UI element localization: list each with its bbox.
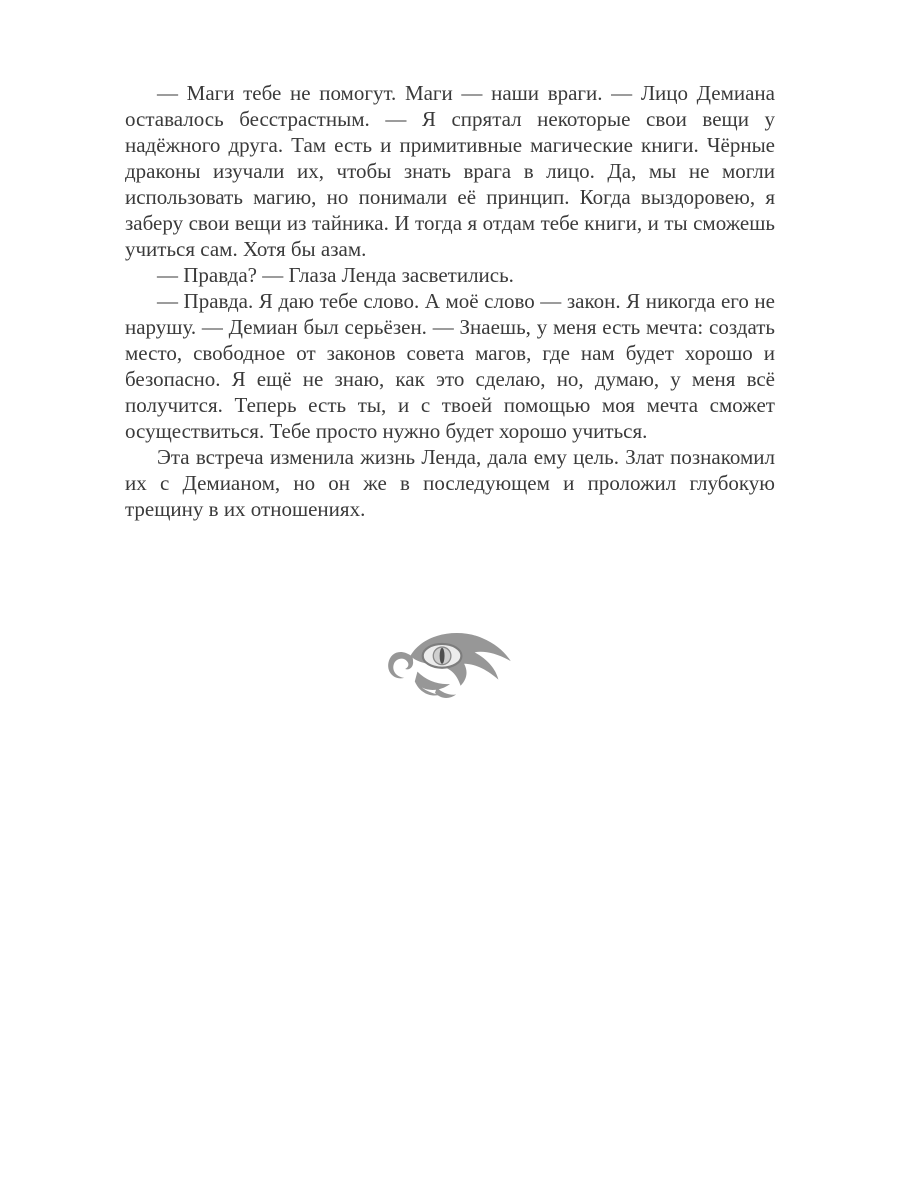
- text-block: [125, 80, 775, 522]
- eye-slit-pupil: [440, 648, 445, 664]
- paragraph-dialog-pravda-question: — Правда? — Глаза Ленда засветились.: [157, 263, 514, 287]
- paragraph-narration: Эта встреча изменила жизнь Ленда, дала ему цель. Злат познакомил их с Демианом, но он же в последующем и проложил глубокую трещину в их отношениях.: [125, 445, 775, 521]
- dragon-eye-ornament: [125, 622, 775, 702]
- paragraph-dialog-magi: — Маги тебе не помогут. Маги — наши враги. — Лицо Демиана оставалось бесстрастным. — Я спрятал некоторые свои вещи у надёжного друга. Там есть и примитивные магические книги. Чёрные драконы изучали их, чтобы знать врага в лицо. Да, мы не могли использовать магию, но понимали её принцип. Когда выздоровею, я заберу свои вещи из тайника. И тогда я отдам тебе книги, и ты сможешь учиться сам. Хотя бы азам.: [125, 81, 775, 261]
- paragraph-dialog-pravda-answer: — Правда. Я даю тебе слово. А моё слово — закон. Я никогда его не нарушу. — Демиан был серьёзен. — Знаешь, у меня есть мечта: создать место, свободное от законов совета магов, где нам будет хорошо и безопасно. Я ещё не знаю, как это сделаю, но, думаю, у меня всё получится. Теперь есть ты, и с твоей помощью моя мечта сможет осуществиться. Тебе просто нужно будет хорошо учиться.: [125, 289, 775, 443]
- dragon-eye-icon: [384, 622, 516, 702]
